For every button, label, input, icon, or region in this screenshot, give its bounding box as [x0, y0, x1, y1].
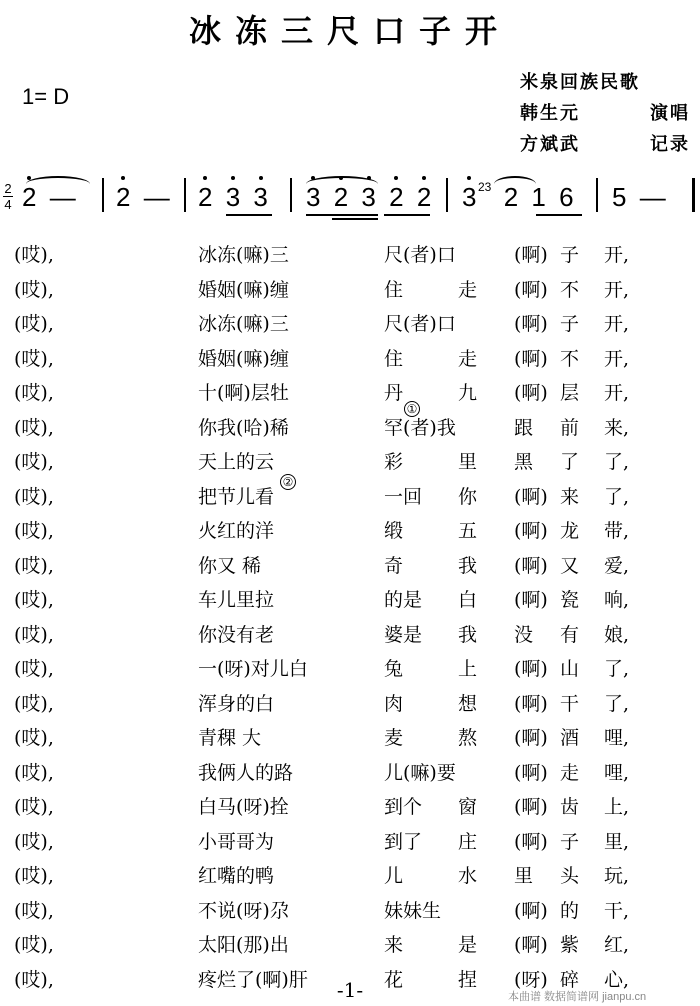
- lyric-row: [0, 652, 700, 687]
- lyric-cell: 层: [560, 382, 580, 404]
- lyric-cell: (哎),: [14, 244, 54, 266]
- lyric-cell: (啊): [514, 347, 548, 370]
- lyric-cell: (哎),: [14, 451, 54, 473]
- lyric-row: [0, 376, 700, 411]
- lyric-cell: 的: [560, 899, 580, 922]
- lyric-row: [0, 342, 700, 377]
- lyric-cell: 玩,: [604, 865, 630, 887]
- lyric-cell: (哎),: [14, 899, 54, 922]
- lyric-cell: 了,: [604, 658, 630, 680]
- lyric-cell: (啊): [514, 589, 548, 611]
- lyric-cell: 小哥哥为: [198, 830, 275, 853]
- lyric-cell: 有: [560, 623, 580, 646]
- page-number: -1-: [336, 978, 364, 1002]
- footnote-mark-2: ②: [280, 474, 296, 490]
- lyric-cell: 罕(者)我: [384, 416, 456, 439]
- credit-role: 演唱: [650, 103, 690, 124]
- lyric-cell: (啊): [514, 382, 548, 404]
- lyric-cell: (哎),: [14, 796, 54, 818]
- lyric-cell: (哎),: [14, 623, 54, 646]
- note: 5: [612, 182, 627, 212]
- lyric-cell: (啊): [514, 934, 548, 956]
- lyric-cell: 开,: [604, 347, 630, 370]
- lyric-cell: 是: [458, 934, 478, 956]
- lyric-cell: 不: [560, 278, 580, 301]
- lyric-row: [0, 307, 700, 342]
- lyric-cell: 疼烂了(啊)肝: [198, 968, 308, 991]
- lyric-cell: 里: [514, 865, 534, 887]
- lyric-cell: 心,: [604, 968, 630, 991]
- grace-notes: 23: [478, 180, 492, 194]
- note: 2: [389, 182, 404, 212]
- lyric-cell: 开,: [604, 244, 630, 266]
- lyric-cell: (哎),: [14, 968, 54, 991]
- lyric-cell: 上: [458, 658, 478, 680]
- lyric-cell: 开,: [604, 278, 630, 301]
- note: 3: [253, 182, 268, 212]
- lyric-cell: (哎),: [14, 727, 54, 749]
- underline-mark: [226, 214, 272, 216]
- measure-3: [198, 182, 274, 212]
- lyric-cell: 黑: [514, 451, 534, 473]
- lyric-cell: 住: [384, 347, 404, 370]
- lyric-cell: 我: [458, 554, 478, 577]
- bar-line: [290, 178, 292, 212]
- note: 3: [462, 182, 477, 212]
- note: 3: [306, 182, 321, 212]
- lyric-cell: (哎),: [14, 382, 54, 404]
- lyric-cell: 你: [458, 485, 478, 508]
- measure-2: [116, 182, 176, 212]
- lyric-cell: (哎),: [14, 934, 54, 956]
- lyric-cell: 缎: [384, 520, 404, 542]
- lyric-row: [0, 514, 700, 549]
- underline-mark: [332, 218, 378, 220]
- lyric-cell: 捏: [458, 968, 478, 991]
- bar-line: [184, 178, 186, 212]
- lyric-cell: 肉: [384, 692, 404, 715]
- lyric-cell: 把节儿看: [198, 485, 275, 508]
- lyric-cell: 浑身的白: [198, 692, 275, 715]
- lyric-cell: (哎),: [14, 313, 54, 335]
- lyric-cell: (哎),: [14, 416, 54, 439]
- lyric-cell: 车儿里拉: [198, 589, 275, 611]
- lyric-cell: (啊): [514, 658, 548, 680]
- lyric-cell: 不: [560, 347, 580, 370]
- lyric-cell: 了: [560, 451, 580, 473]
- music-notation: [0, 160, 700, 226]
- lyric-cell: 白马(呀)拴: [198, 796, 289, 818]
- lyric-cell: 到个: [384, 796, 423, 818]
- slur-mark: [494, 176, 536, 184]
- lyric-cell: 儿: [384, 865, 404, 887]
- lyric-cell: 走: [560, 761, 580, 784]
- lyric-cell: 了,: [604, 451, 630, 473]
- note: 1: [531, 182, 546, 212]
- lyric-cell: 麦: [384, 727, 404, 749]
- lyric-cell: 不说(呀)尕: [198, 899, 289, 922]
- dash: —: [143, 182, 170, 212]
- bar-line: [692, 178, 695, 212]
- lyric-cell: 十(啊)层牡: [198, 382, 289, 404]
- lyric-cell: 前: [560, 416, 580, 439]
- underline-mark: [384, 214, 430, 216]
- lyric-cell: (呀): [514, 968, 548, 991]
- lyric-cell: 儿(嘛)要: [384, 761, 456, 784]
- lyrics-block: [0, 238, 700, 997]
- lyric-cell: 青稞 大: [198, 727, 262, 749]
- lyric-cell: (啊): [514, 796, 548, 818]
- note: 2: [416, 182, 432, 212]
- lyric-cell: (哎),: [14, 865, 54, 887]
- lyric-row: [0, 859, 700, 894]
- lyric-cell: 上,: [604, 796, 630, 818]
- measure-1: [22, 182, 82, 212]
- lyric-cell: (啊): [514, 520, 548, 542]
- lyric-cell: (哎),: [14, 554, 54, 577]
- lyric-cell: (啊): [514, 692, 548, 715]
- lyric-cell: 干: [560, 692, 580, 715]
- lyric-cell: 九: [458, 382, 478, 404]
- lyric-cell: 五: [458, 520, 478, 542]
- lyric-cell: 住: [384, 278, 404, 301]
- lyric-cell: 花: [384, 968, 404, 991]
- lyric-cell: 碎: [560, 968, 580, 991]
- credit-name: 方斌武: [520, 134, 580, 155]
- watermark: 本曲谱 数据简谱网 jianpu.cn: [508, 991, 647, 1003]
- lyric-cell: (啊): [514, 485, 548, 508]
- lyric-row: [0, 790, 700, 825]
- lyric-cell: 龙: [560, 520, 580, 542]
- time-signature-bottom: 4: [4, 197, 12, 212]
- lyric-cell: 红嘴的鸭: [198, 865, 275, 887]
- lyric-cell: 火红的洋: [198, 520, 275, 542]
- lyric-cell: 响,: [604, 589, 630, 611]
- lyric-row: [0, 549, 700, 584]
- note: 2: [22, 182, 37, 212]
- credit-role: 记录: [650, 134, 690, 155]
- note: 3: [361, 182, 376, 212]
- measure-5: [462, 182, 580, 212]
- lyric-cell: 熬: [458, 727, 478, 749]
- lyric-cell: (哎),: [14, 520, 54, 542]
- credit-name: 韩生元: [520, 103, 580, 124]
- lyric-row: [0, 474, 700, 515]
- lyric-cell: (哎),: [14, 485, 54, 508]
- lyric-cell: 到了: [384, 830, 423, 853]
- lyric-cell: 了,: [604, 485, 630, 508]
- lyric-row: [0, 825, 700, 860]
- lyric-cell: (啊): [514, 830, 548, 853]
- bar-line: [446, 178, 448, 212]
- lyric-cell: 来,: [604, 416, 630, 439]
- credit-line: [520, 99, 690, 130]
- note: 3: [225, 182, 241, 212]
- dash: —: [639, 182, 666, 212]
- lyric-cell: 娘,: [604, 623, 630, 646]
- note: 2: [116, 182, 131, 212]
- lyric-cell: 跟: [514, 416, 534, 439]
- lyric-cell: 太阳(那)出: [198, 934, 289, 956]
- lyric-cell: 婆是: [384, 623, 423, 646]
- lyric-cell: 开,: [604, 313, 630, 335]
- note: 2: [503, 182, 519, 212]
- lyric-cell: 你我(哈)稀: [198, 416, 289, 439]
- lyric-cell: 你又 稀: [198, 554, 262, 577]
- lyric-cell: 子: [560, 244, 580, 266]
- note: 6: [559, 182, 574, 212]
- lyric-cell: (哎),: [14, 347, 54, 370]
- footnote-mark-1: ①: [404, 401, 420, 417]
- lyric-cell: 开,: [604, 382, 630, 404]
- lyric-cell: 丹: [384, 382, 404, 404]
- lyric-cell: 尺(者)口: [384, 313, 456, 335]
- bar-line: [102, 178, 104, 212]
- lyric-cell: 干,: [604, 899, 630, 922]
- lyric-cell: 子: [560, 313, 580, 335]
- lyric-cell: (哎),: [14, 589, 54, 611]
- lyric-row: [0, 401, 700, 446]
- lyric-cell: 走: [458, 278, 478, 301]
- credit-line: [520, 130, 690, 161]
- lyric-cell: 紫: [560, 934, 580, 956]
- lyric-row: [0, 894, 700, 929]
- note: 2: [333, 182, 349, 212]
- lyric-cell: (啊): [514, 313, 548, 335]
- bar-line: [596, 178, 598, 212]
- note: 2: [198, 182, 213, 212]
- lyric-cell: 没: [514, 623, 534, 646]
- lyric-cell: 一回: [384, 485, 423, 508]
- lyric-cell: 瓷: [560, 589, 580, 611]
- credit-line: [520, 68, 690, 99]
- time-signature: [3, 182, 13, 211]
- lyric-cell: 水: [458, 865, 478, 887]
- lyric-row: [0, 618, 700, 653]
- lyric-row: [0, 583, 700, 618]
- lyric-row: [0, 721, 700, 756]
- lyric-cell: 头: [560, 865, 580, 887]
- lyric-row: [0, 687, 700, 722]
- lyric-cell: 里,: [604, 830, 630, 853]
- lyric-cell: 哩,: [604, 761, 630, 784]
- credit-name: 米泉回族民歌: [520, 72, 640, 93]
- lyric-cell: 了,: [604, 692, 630, 715]
- lyric-cell: 尺(者)口: [384, 244, 456, 266]
- lyric-cell: 冰冻(嘛)三: [198, 313, 289, 335]
- dash: —: [49, 182, 76, 212]
- lyric-cell: 兔: [384, 658, 404, 680]
- lyric-cell: 白: [458, 589, 478, 611]
- lyric-cell: 来: [384, 934, 404, 956]
- underline-mark: [536, 214, 582, 216]
- lyric-cell: 彩: [384, 451, 404, 473]
- lyric-cell: 我: [458, 623, 478, 646]
- lyric-cell: 婚姻(嘛)缠: [198, 278, 289, 301]
- lyric-cell: 红,: [604, 934, 630, 956]
- measure-4: [306, 182, 437, 212]
- lyric-row: [0, 238, 700, 273]
- lyric-cell: 天上的云: [198, 451, 275, 473]
- lyric-cell: (啊): [514, 244, 548, 266]
- lyric-cell: 子: [560, 830, 580, 853]
- lyric-cell: 爱,: [604, 554, 630, 577]
- lyric-cell: 来: [560, 485, 580, 508]
- lyric-cell: 妹妹生: [384, 899, 442, 922]
- time-signature-top: 2: [4, 181, 12, 196]
- underline-mark: [306, 214, 378, 216]
- lyric-cell: (哎),: [14, 830, 54, 853]
- lyric-cell: 你没有老: [198, 623, 275, 646]
- lyric-cell: 带,: [604, 520, 630, 542]
- lyric-cell: 又: [560, 554, 580, 577]
- lyric-cell: 酒: [560, 727, 580, 749]
- credits: [520, 68, 690, 161]
- lyric-cell: 庄: [458, 830, 478, 853]
- lyric-cell: 奇: [384, 554, 404, 577]
- song-title: 冰冻三尺口子开: [188, 12, 511, 50]
- lyric-cell: 齿: [560, 796, 580, 818]
- lyric-cell: (啊): [514, 278, 548, 301]
- lyric-row: [0, 445, 700, 480]
- lyric-cell: 哩,: [604, 727, 630, 749]
- lyric-cell: 我俩人的路: [198, 761, 294, 784]
- measure-6: [612, 182, 672, 212]
- lyric-cell: 里: [458, 451, 478, 473]
- lyric-cell: (啊): [514, 727, 548, 749]
- lyric-cell: (啊): [514, 761, 548, 784]
- lyric-row: [0, 756, 700, 791]
- lyric-cell: 一(呀)对儿白: [198, 658, 308, 680]
- lyric-row: [0, 928, 700, 963]
- lyric-cell: 婚姻(嘛)缠: [198, 347, 289, 370]
- lyric-cell: 窗: [458, 796, 478, 818]
- key-signature: 1= D: [22, 84, 70, 109]
- lyric-row: [0, 273, 700, 308]
- lyric-cell: (啊): [514, 554, 548, 577]
- lyric-cell: (哎),: [14, 278, 54, 301]
- slur-mark: [26, 176, 90, 184]
- lyric-cell: 走: [458, 347, 478, 370]
- lyric-cell: (哎),: [14, 761, 54, 784]
- lyric-cell: (哎),: [14, 692, 54, 715]
- lyric-cell: 想: [458, 692, 478, 715]
- lyric-cell: (啊): [514, 899, 548, 922]
- lyric-cell: 冰冻(嘛)三: [198, 244, 289, 266]
- lyric-cell: 的是: [384, 589, 423, 611]
- lyric-cell: 山: [560, 658, 580, 680]
- lyric-cell: (哎),: [14, 658, 54, 680]
